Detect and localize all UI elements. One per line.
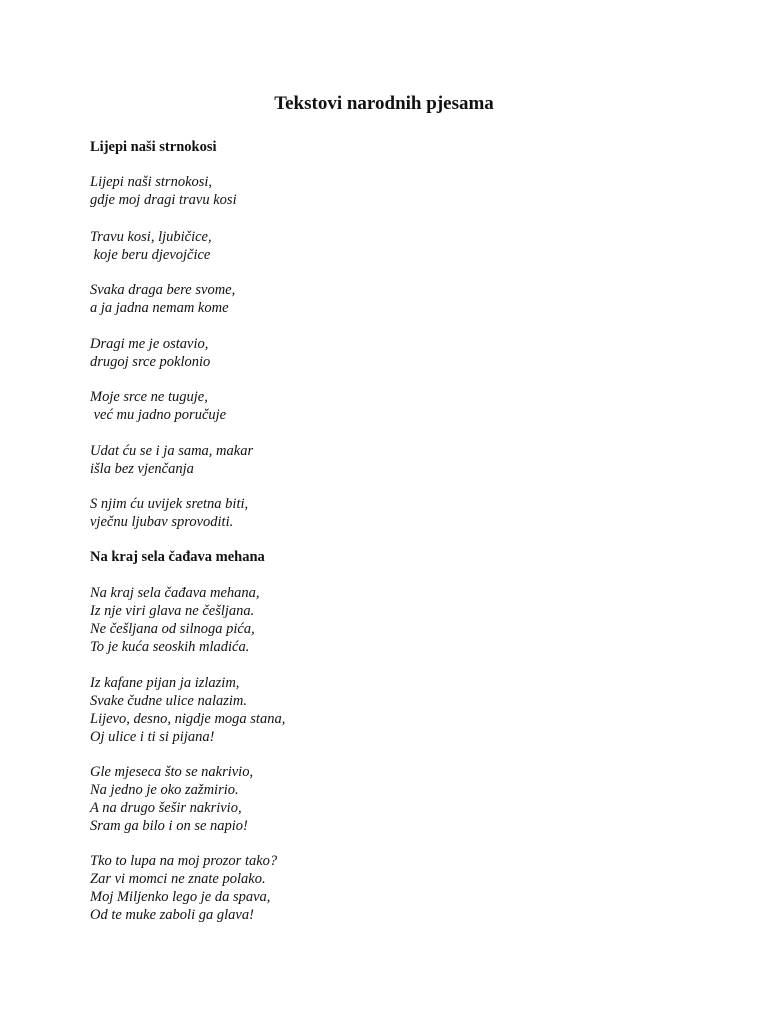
- verse-line: Od te muke zaboli ga glava!: [90, 907, 254, 923]
- stanza: [90, 388, 226, 424]
- verse-line: Travu kosi, ljubičice,: [90, 229, 212, 245]
- verse-line: Lijepi naši strnokosi,: [90, 174, 213, 190]
- stanza: [90, 852, 277, 924]
- verse-line: Svaka draga bere svome,: [90, 282, 236, 298]
- verse-line: Na kraj sela čađava mehana,: [90, 585, 260, 601]
- verse-line: vječnu ljubav sprovoditi.: [90, 514, 234, 530]
- verse-line: Iz nje viri glava ne češljana.: [90, 603, 255, 619]
- verse-line: Lijevo, desno, nigdje moga stana,: [90, 711, 286, 727]
- verse-line: Moj Miljenko lego je da spava,: [90, 889, 271, 905]
- verse-line: Ne češljana od silnoga pića,: [90, 621, 255, 637]
- verse-line: To je kuća seoskih mladića.: [90, 639, 250, 655]
- verse-line: Sram ga bilo i on se napio!: [90, 818, 248, 834]
- verse-line: Svake čudne ulice nalazim.: [90, 693, 248, 709]
- verse-line: Tko to lupa na moj prozor tako?: [90, 853, 278, 869]
- stanza: [90, 495, 248, 531]
- stanza: [90, 173, 237, 209]
- verse-line: A na drugo šešir nakrivio,: [90, 800, 242, 816]
- verse-line: Zar vi momci ne znate polako.: [90, 871, 266, 887]
- verse-line: Udat ću se i ja sama, makar: [90, 443, 254, 459]
- verse-line: išla bez vjenčanja: [90, 461, 194, 477]
- verse-line: Iz kafane pijan ja izlazim,: [90, 675, 240, 691]
- verse-line: gdje moj dragi travu kosi: [90, 192, 237, 208]
- verse-line: već mu jadno poručuje: [90, 407, 227, 423]
- verse-line: Dragi me je ostavio,: [90, 336, 209, 352]
- stanza: [90, 763, 253, 835]
- song-title: Na kraj sela čađava mehana: [90, 549, 265, 565]
- song-title: Lijepi naši strnokosi: [90, 139, 217, 155]
- stanza: [90, 442, 253, 478]
- stanza: [90, 228, 212, 264]
- stanza: [90, 335, 210, 371]
- stanza: [90, 674, 285, 746]
- stanza: [90, 281, 235, 317]
- verse-line: koje beru djevojčice: [90, 247, 211, 263]
- verse-line: S njim ću uvijek sretna biti,: [90, 496, 249, 512]
- verse-line: drugoj srce poklonio: [90, 354, 211, 370]
- verse-line: a ja jadna nemam kome: [90, 300, 229, 316]
- stanza: [90, 584, 260, 656]
- verse-line: Moje srce ne tuguje,: [90, 389, 208, 405]
- document-title: Tekstovi narodnih pjesama: [274, 93, 494, 114]
- verse-line: Oj ulice i ti si pijana!: [90, 729, 215, 745]
- verse-line: Gle mjeseca što se nakrivio,: [90, 764, 254, 780]
- verse-line: Na jedno je oko zažmirio.: [90, 782, 239, 798]
